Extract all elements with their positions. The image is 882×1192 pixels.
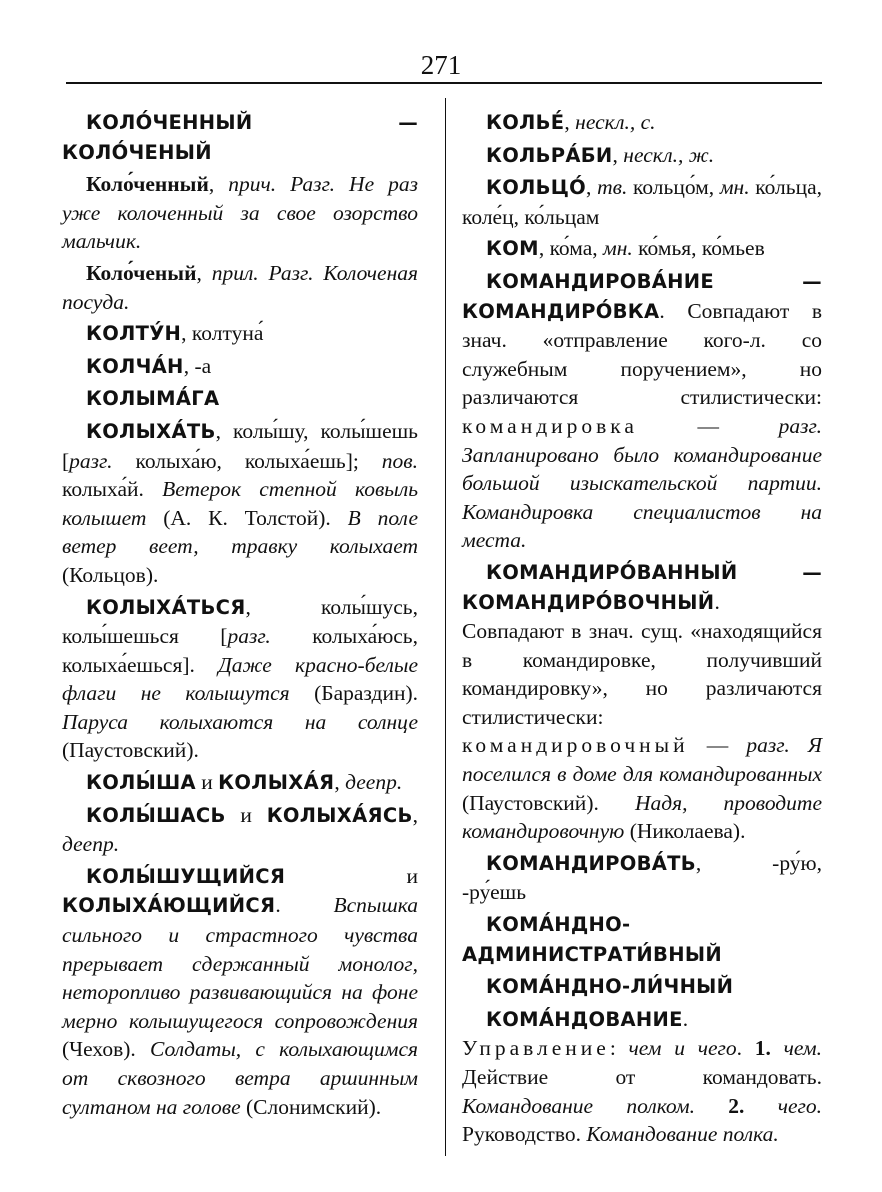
italic-text: прил. Разг. Колоченая посуда. xyxy=(62,260,418,314)
italic-text: В поле ветер веет, травку колыхает xyxy=(62,505,418,559)
italic-text: прич. Разг. Не раз уже колоченный за свое озорство мальчик. xyxy=(62,172,418,254)
dictionary-entry xyxy=(62,862,418,1121)
italic-text: мн. xyxy=(719,175,750,200)
sub-headword: 1. xyxy=(754,1036,771,1061)
dictionary-entry xyxy=(462,849,822,907)
entry-text: и xyxy=(285,863,418,888)
entry-text xyxy=(771,1036,784,1060)
entry-text: колыха́юсь, колыха́ешься]. xyxy=(62,624,418,677)
italic-text: Паруса колыхаются на солнце xyxy=(62,709,418,734)
entry-text: . Совпадают в знач. сущ. «находящийся в командировке, получивший командировку», но различаются стилистически: xyxy=(462,589,822,729)
entry-text: , колтуна́ xyxy=(181,321,264,346)
dictionary-entry xyxy=(62,259,418,316)
spaced-text: командировка xyxy=(462,413,638,438)
entry-text: , ко́ма, xyxy=(538,236,604,261)
entry-text: и xyxy=(225,802,267,827)
entry-paragraph xyxy=(62,768,418,798)
entry-text: . Совпадают в знач. «отправление кого-л. со служебным поручением», но различаются стилистически: xyxy=(462,298,822,410)
entry-text: , xyxy=(208,172,229,197)
italic-text: чем. xyxy=(783,1036,822,1061)
entry-text: ко́льца, коле́ц, ко́льцам xyxy=(462,175,823,229)
dictionary-entry xyxy=(62,417,418,590)
sub-headword: Коло́ченный xyxy=(86,172,209,197)
dictionary-entry xyxy=(462,267,822,555)
column-divider xyxy=(445,98,446,1156)
entry-text: (Кольцов). xyxy=(62,562,159,587)
headword: КОЛЫ́ШУЩИЙСЯ xyxy=(86,864,286,888)
entry-text: , xyxy=(586,175,598,200)
dictionary-entry xyxy=(462,972,822,1002)
entry-text: , xyxy=(196,260,212,285)
headword: КОМАНДИРОВА́ТЬ xyxy=(486,851,696,875)
spaced-text: командировочный xyxy=(462,733,689,758)
dictionary-entry xyxy=(62,593,418,766)
entry-text: , xyxy=(564,110,576,134)
italic-text: Командование полка. xyxy=(586,1122,779,1147)
dictionary-entry xyxy=(462,141,822,171)
headword: КОЛЫХА́ТЬ xyxy=(86,419,216,443)
entry-text: кольцо́м, xyxy=(627,175,720,200)
italic-text: разг. Я поселился в доме для командированных xyxy=(462,733,822,787)
page-number: 271 xyxy=(420,50,462,80)
headword: КОЛЫМА́ГА xyxy=(86,387,220,411)
entry-text: , -а xyxy=(183,353,212,378)
headword: КОЛЫХА́ЮЩИЙСЯ xyxy=(62,894,276,918)
entry-text: и xyxy=(195,770,219,795)
headword: КОМАНДИРО́ВАННЫЙ — КОМАНДИРО́ВОЧНЫЙ xyxy=(462,560,822,614)
entry-text xyxy=(744,1094,777,1118)
entry-text: , колы́шусь, колы́шешься [ xyxy=(62,594,418,649)
dictionary-entry xyxy=(62,768,418,798)
entry-text: , колы́шу, колы́шешь [ xyxy=(62,418,418,473)
entry-text: Руководство. xyxy=(462,1122,587,1147)
entry-text: , xyxy=(612,142,624,167)
italic-text: Надя, проводите командировочную xyxy=(462,790,822,844)
entry-paragraph xyxy=(462,108,822,138)
dictionary-entry xyxy=(462,108,822,138)
headword: КОМАНДИРОВА́НИЕ — КОМАНДИРО́ВКА xyxy=(462,269,822,323)
italic-text: Солдаты, с колыхающимся от сквозного ветра аршинным султаном на голове xyxy=(62,1037,418,1119)
headword: КОЛЧА́Н xyxy=(86,354,184,378)
entry-paragraph xyxy=(462,910,822,969)
dictionary-entry xyxy=(62,170,418,256)
entry-text: колыха́й. xyxy=(62,477,163,502)
entry-text: — xyxy=(637,413,779,438)
headword: КОМ xyxy=(486,237,539,261)
entry-paragraph xyxy=(62,801,418,859)
dictionary-entry xyxy=(462,910,822,969)
entry-paragraph xyxy=(462,558,822,846)
entry-text: Действие от командовать. xyxy=(462,1065,822,1089)
dictionary-entry xyxy=(62,801,418,859)
headword: КОЛЬРА́БИ xyxy=(486,143,613,167)
dictionary-entry xyxy=(462,558,822,846)
entry-paragraph xyxy=(62,259,418,316)
entry-paragraph xyxy=(62,384,418,414)
italic-text: разг. Запланировано было командирование большой изыскательской партии. Командировка специалистов на места. xyxy=(462,413,822,553)
headword: КОЛЬЦО́ xyxy=(486,176,587,200)
dictionary-entry xyxy=(62,384,418,414)
headword: КОМА́НДНО-АДМИНИСТРАТИ́ВНЫЙ xyxy=(462,913,722,966)
italic-text: Даже красно-белые флаги не колышутся xyxy=(62,652,418,706)
headword: КОЛТУ́Н xyxy=(86,322,182,346)
entry-text: . xyxy=(736,1036,755,1061)
italic-text: тв. xyxy=(597,175,628,200)
entry-text: , -ру́ю, -ру́ешь xyxy=(462,850,822,905)
entry-text: (Паустовский). xyxy=(462,790,635,815)
entry-text: (Бараздин). xyxy=(289,681,418,706)
entry-text: (Слонимский). xyxy=(240,1094,382,1119)
spaced-text: Управление xyxy=(462,1036,610,1061)
italic-text: мн. xyxy=(603,236,633,261)
entry-paragraph xyxy=(62,352,418,382)
italic-text: разг. xyxy=(69,448,113,473)
italic-text: Вспышка сильного и страстного чувства прерывает сдержанный монолог, неторопливо развивающийся на фоне мерно колышущегося сопровождения xyxy=(62,893,418,1033)
italic-text: нескл., с. xyxy=(575,110,656,134)
entry-paragraph xyxy=(62,170,418,256)
entry-paragraph xyxy=(462,141,822,171)
italic-text: пов. xyxy=(381,448,418,473)
header-rule xyxy=(66,82,822,84)
entry-text: (Николаева). xyxy=(624,819,746,844)
dictionary-entry xyxy=(462,1005,822,1149)
entry-paragraph xyxy=(462,173,822,231)
entry-text: . xyxy=(275,893,334,918)
italic-text: чем и чего xyxy=(628,1036,737,1061)
dictionary-entry xyxy=(462,173,822,231)
italic-text: разг. xyxy=(227,624,271,649)
entry-paragraph xyxy=(462,972,822,1002)
italic-text: чего. xyxy=(777,1093,823,1118)
entry-paragraph xyxy=(62,319,418,349)
entry-paragraph xyxy=(62,593,418,766)
entry-paragraph xyxy=(462,234,822,264)
italic-text: нескл., ж. xyxy=(623,142,715,167)
sub-headword: Коло́ченый xyxy=(86,260,197,285)
right-column xyxy=(462,108,822,1152)
entry-paragraph xyxy=(462,1005,822,1149)
dictionary-entry xyxy=(62,319,418,349)
headword: КОЛЬЕ́ xyxy=(486,111,565,134)
entry-paragraph xyxy=(462,267,822,555)
entry-text: (А. К. Толстой). xyxy=(146,505,348,530)
italic-text: деепр. xyxy=(62,832,120,857)
sub-headword: 2. xyxy=(728,1093,745,1118)
italic-text: Командование полком. xyxy=(462,1093,695,1118)
headword: КОМА́НДНО-ЛИ́ЧНЫЙ xyxy=(486,975,734,999)
entry-text: колыха́ю, колыха́ешь]; xyxy=(112,448,382,473)
headword: КОЛЫХА́ТЬСЯ xyxy=(86,595,246,619)
entry-paragraph xyxy=(62,862,418,1121)
headword: КОЛЫХА́Я xyxy=(218,771,335,795)
entry-text: , xyxy=(334,770,346,795)
entry-text: — xyxy=(688,733,747,758)
left-column xyxy=(62,108,418,1124)
entry-paragraph xyxy=(62,417,418,590)
entry-text: (Чехов). xyxy=(62,1037,150,1062)
italic-text: деепр. xyxy=(345,770,403,795)
entry-text: (Паустовский). xyxy=(62,738,199,763)
entry-text: , xyxy=(412,802,418,827)
entry-paragraph xyxy=(462,849,822,907)
headword: КОМА́НДОВАНИЕ xyxy=(486,1007,683,1031)
headword: КОЛО́ЧЕННЫЙ — КОЛО́ЧЕНЫЙ xyxy=(62,111,418,164)
headword: КОЛЫХА́ЯСЬ xyxy=(266,803,413,827)
headword: КОЛЫ́ША xyxy=(86,771,196,795)
entry-text: . xyxy=(682,1006,689,1031)
italic-text: Ветерок степной ковыль колышет xyxy=(62,477,418,530)
dictionary-entry xyxy=(62,352,418,382)
entry-text xyxy=(695,1094,728,1118)
dictionary-entry xyxy=(62,108,418,167)
entry-text: : xyxy=(609,1036,629,1061)
headword: КОЛЫ́ШАСЬ xyxy=(86,803,226,827)
entry-paragraph xyxy=(62,108,418,167)
dictionary-entry xyxy=(462,234,822,264)
entry-text: ко́мья, ко́мьев xyxy=(632,236,765,261)
